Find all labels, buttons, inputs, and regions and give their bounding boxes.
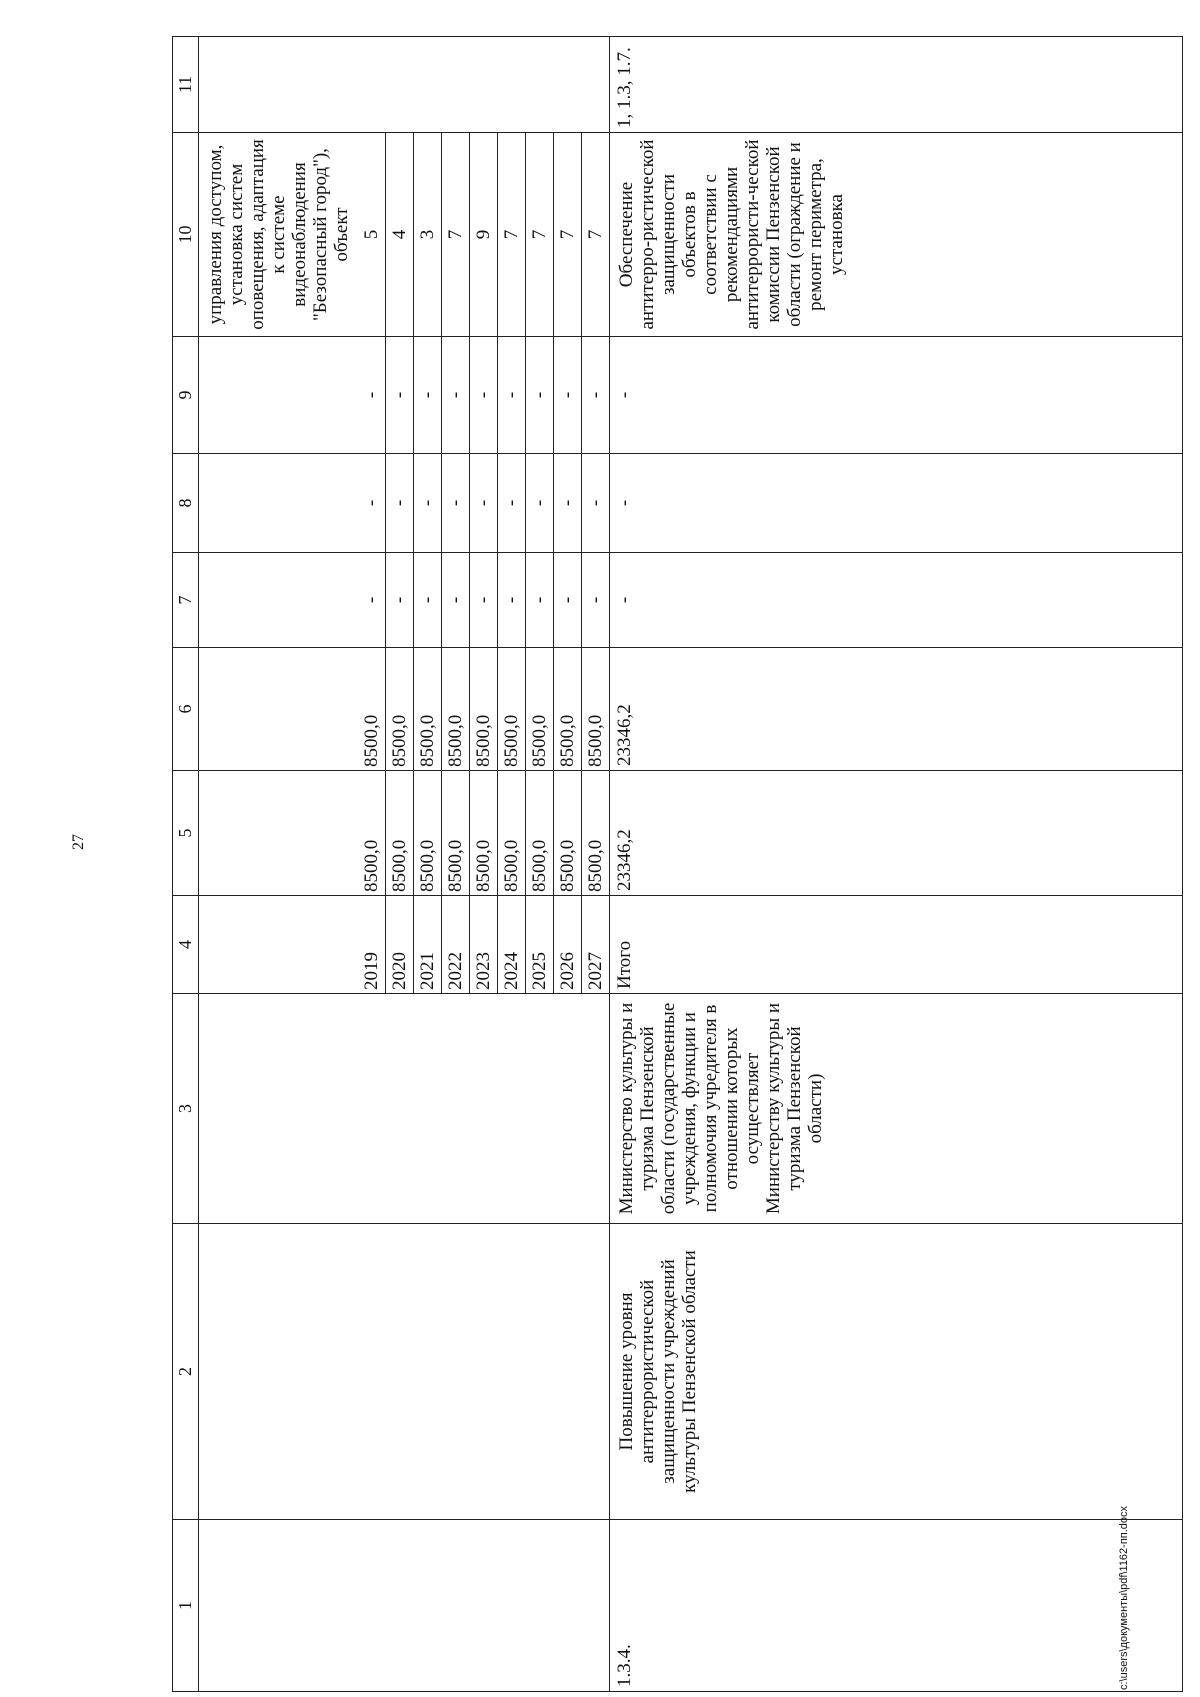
c8-row: -	[526, 454, 554, 552]
c8-row: -	[358, 454, 386, 552]
c5-row: 8500,0	[358, 771, 386, 895]
col-header-11: 11	[173, 37, 199, 133]
total-c9: -	[610, 337, 1183, 454]
c7-row: -	[386, 553, 414, 647]
c7-row: -	[584, 596, 606, 604]
c10-row: 5	[358, 133, 386, 336]
c9-cell	[199, 337, 610, 454]
total-c5: 23346,2	[610, 771, 1183, 896]
file-path-footer: c:\users\документы\pdf\1162-пп.docx	[1118, 1505, 1130, 1690]
c5-row: 8500,0	[442, 771, 470, 895]
c5-row: 8500,0	[554, 771, 582, 895]
col-header-5: 5	[173, 771, 199, 896]
c6-row: 8500,0	[554, 648, 582, 770]
c9-row: -	[584, 391, 606, 399]
year-cell	[199, 896, 610, 994]
col10-continuation-text: управления доступом, установка систем оповещения, адаптация к системе видеонаблюдения "Безопасный город"), объект	[205, 139, 352, 330]
c10-row: 4	[386, 133, 414, 336]
cell-empty	[199, 1520, 610, 1692]
c8-list	[358, 454, 609, 552]
c9-row: -	[554, 337, 582, 453]
c7-row: -	[470, 553, 498, 647]
c9-row: -	[358, 337, 386, 453]
c10-cell	[199, 133, 610, 337]
c6-list	[358, 648, 609, 770]
c7-list	[358, 553, 609, 647]
c10-row: 7	[498, 133, 526, 336]
year-row: 2026	[554, 896, 582, 993]
c5-cell	[199, 771, 610, 896]
c10-row: 7	[442, 133, 470, 336]
col-header-1: 1	[173, 1520, 199, 1692]
total-c6: 23346,2	[610, 648, 1183, 771]
col-header-4: 4	[173, 896, 199, 994]
c6-row: 8500,0	[498, 648, 526, 770]
page-number: 27	[70, 834, 87, 850]
c6-row: 8500,0	[526, 648, 554, 770]
year-row: 2021	[414, 896, 442, 993]
c10-row: 7	[554, 133, 582, 336]
c10-row: 9	[470, 133, 498, 336]
executor: Министерство культуры и туризма Пензенской области (государственные учреждения, функции и полномочия учредителя в отношении которых осуществляет Министерству культуры и туризма Пензенской области)	[610, 994, 1183, 1224]
c10-row: 7	[584, 229, 606, 240]
c5-row: 8500,0	[584, 839, 606, 892]
total-c8: -	[610, 454, 1183, 553]
cell-empty	[199, 1224, 610, 1520]
c6-row: 8500,0	[414, 648, 442, 770]
cell-empty	[199, 37, 610, 133]
c6-row: 8500,0	[442, 648, 470, 770]
c7-row: -	[442, 553, 470, 647]
c8-row: -	[498, 454, 526, 552]
year-row: 2019	[358, 896, 386, 993]
year-row: 2027	[584, 952, 606, 990]
c8-cell	[199, 454, 610, 553]
year-row: 2023	[470, 896, 498, 993]
c5-row: 8500,0	[498, 771, 526, 895]
col-header-6: 6	[173, 648, 199, 771]
cell-empty	[199, 994, 610, 1224]
c7-cell	[199, 553, 610, 648]
c5-row: 8500,0	[414, 771, 442, 895]
program-table-body	[172, 37, 1100, 1692]
c6-row: 8500,0	[386, 648, 414, 770]
indicator-text: Обеспечение антитерро-ристической защищенности объектов в соответствии с рекомендациями антитеррористи-ческой комиссии Пензенской области (ограждение и ремонт периметра, установка	[610, 133, 1183, 337]
c6-row: 8500,0	[584, 714, 606, 767]
c6-cell	[199, 648, 610, 771]
c7-row: -	[414, 553, 442, 647]
table-row-1-3-4	[610, 37, 1183, 1692]
c5-list	[358, 771, 609, 895]
period: Итого	[610, 896, 1183, 994]
row-number: 1.3.4.	[610, 1520, 1183, 1692]
c8-row: -	[470, 454, 498, 552]
c5-row: 8500,0	[386, 771, 414, 895]
c9-row: -	[442, 337, 470, 453]
col-header-9: 9	[173, 337, 199, 454]
c7-row: -	[526, 553, 554, 647]
c7-row: -	[554, 553, 582, 647]
year-row: 2025	[526, 896, 554, 993]
c9-row: -	[526, 337, 554, 453]
c10-row: 3	[414, 133, 442, 336]
col-header-2: 2	[173, 1224, 199, 1520]
c8-row: -	[414, 454, 442, 552]
c10-row: 7	[526, 133, 554, 336]
c7-row: -	[358, 553, 386, 647]
c5-row: 8500,0	[526, 771, 554, 895]
c9-row: -	[386, 337, 414, 453]
c9-list	[358, 337, 609, 453]
c8-row: -	[386, 454, 414, 552]
c10-list	[358, 133, 609, 336]
c6-row: 8500,0	[358, 648, 386, 770]
c7-row: -	[498, 553, 526, 647]
year-row: 2020	[386, 896, 414, 993]
year-row: 2022	[442, 896, 470, 993]
measure-name: Повышение уровня антитеррористической защищенности учреждений культуры Пензенской области	[610, 1224, 1183, 1520]
goal-reference: 1, 1.3, 1.7.	[610, 37, 1183, 133]
c9-row: -	[498, 337, 526, 453]
c8-row: -	[554, 454, 582, 552]
c9-row: -	[414, 337, 442, 453]
c9-row: -	[470, 337, 498, 453]
year-list	[358, 896, 609, 993]
c8-row: -	[584, 499, 606, 507]
col-header-7: 7	[173, 553, 199, 648]
table-row-continuation	[199, 37, 610, 1692]
col-header-10: 10	[173, 133, 199, 337]
total-c7: -	[610, 553, 1183, 648]
col-header-3: 3	[173, 994, 199, 1224]
c8-row: -	[442, 454, 470, 552]
col-header-8: 8	[173, 454, 199, 553]
c5-row: 8500,0	[470, 771, 498, 895]
c6-row: 8500,0	[470, 648, 498, 770]
year-row: 2024	[498, 896, 526, 993]
